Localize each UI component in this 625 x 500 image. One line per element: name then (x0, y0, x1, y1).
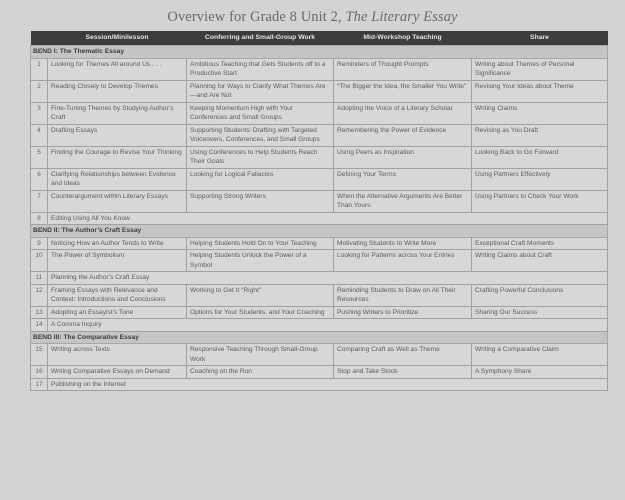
session-cell: Planning the Author’s Craft Essay (48, 272, 608, 285)
session-cell: Finding the Courage to Revise Your Thinking (48, 146, 187, 168)
table-row (31, 366, 608, 379)
conferring-cell: Ambitious Teaching that Gets Students off to a Productive Start (187, 58, 334, 80)
session-cell: Clarifying Relationships between Evidence and Ideas (48, 168, 187, 190)
session-cell: Framing Essays with Relevance and Context: Introductions and Conclusions (48, 284, 187, 306)
mid-cell: Remembering the Power of Evidence (334, 124, 472, 146)
conferring-cell: Keeping Momentum High with Your Conferences and Small Groups (187, 102, 334, 124)
header-mid-workshop: Mid-Workshop Teaching (334, 31, 472, 46)
table-row (31, 190, 608, 212)
session-cell: Drafting Essays (48, 124, 187, 146)
session-cell: Fine-Tuning Themes by Studying Author’s Craft (48, 102, 187, 124)
bend-row (31, 331, 608, 344)
conferring-cell: Helping Students Hold On to Your Teaching (187, 237, 334, 250)
table-row (31, 80, 608, 102)
session-number: 15 (31, 344, 48, 366)
session-cell: Publishing on the Internet (48, 378, 608, 391)
share-cell: Looking Back to Go Forward (472, 146, 608, 168)
session-number: 10 (31, 250, 48, 272)
conferring-cell: Working to Get It “Right” (187, 284, 334, 306)
share-cell: Writing a Comparative Claim (472, 344, 608, 366)
title-italic: The Literary Essay (345, 9, 458, 25)
session-cell: Writing Comparative Essays on Demand (48, 366, 187, 379)
session-number: 11 (31, 272, 48, 285)
session-cell: Looking for Themes All around Us . . . (48, 58, 187, 80)
bend-label: BEND III: The Comparative Essay (31, 331, 608, 344)
share-cell: Sharing Our Success (472, 306, 608, 319)
session-cell: Reading Closely to Develop Themes (48, 80, 187, 102)
session-number: 7 (31, 190, 48, 212)
header-share: Share (472, 31, 608, 46)
table-row (31, 306, 608, 319)
overview-table (30, 31, 608, 391)
conferring-cell: Options for Your Students, and Your Coaching (187, 306, 334, 319)
mid-cell: Reminders of Thought Prompts (334, 58, 472, 80)
mid-cell: Pushing Writers to Prioritize (334, 306, 472, 319)
table-row (31, 168, 608, 190)
mid-cell: “The Bigger the Idea, the Smaller You Write” (334, 80, 472, 102)
session-number: 9 (31, 237, 48, 250)
session-number: 6 (31, 168, 48, 190)
session-number: 17 (31, 378, 48, 391)
session-cell: Writing across Texts (48, 344, 187, 366)
session-number: 1 (31, 58, 48, 80)
mid-cell: Defining Your Terms (334, 168, 472, 190)
session-number: 3 (31, 102, 48, 124)
table-header-row (31, 31, 608, 46)
header-number (31, 31, 48, 46)
conferring-cell: Supporting Students’ Drafting with Targeted Voiceovers, Conferences, and Small Groups (187, 124, 334, 146)
mid-cell: Motivating Students to Write More (334, 237, 472, 250)
session-number: 8 (31, 212, 48, 225)
conferring-cell: Coaching on the Run (187, 366, 334, 379)
mid-cell: Comparing Craft as Well as Theme (334, 344, 472, 366)
table-row (31, 237, 608, 250)
table-row (31, 212, 608, 225)
conferring-cell: Looking for Logical Fallacies (187, 168, 334, 190)
conferring-cell: Planning for Ways to Clarify What Themes Are—and Are Not (187, 80, 334, 102)
header-conferring: Conferring and Small-Group Work (187, 31, 334, 46)
share-cell: A Symphony Share (472, 366, 608, 379)
session-cell: Counterargument within Literary Essays (48, 190, 187, 212)
share-cell: Exceptional Craft Moments (472, 237, 608, 250)
header-session: Session/Minilesson (48, 31, 187, 46)
table-row (31, 344, 608, 366)
mid-cell: Reminding Students to Draw on All Their Resources (334, 284, 472, 306)
table-row (31, 378, 608, 391)
session-cell: Noticing How an Author Tends to Write (48, 237, 187, 250)
bend-row (31, 225, 608, 238)
session-cell: Editing Using All You Know (48, 212, 608, 225)
page-title (0, 9, 625, 26)
mid-cell: Adopting the Voice of a Literary Scholar (334, 102, 472, 124)
table-row (31, 146, 608, 168)
session-number: 16 (31, 366, 48, 379)
share-cell: Revising Your Ideas about Theme (472, 80, 608, 102)
mid-cell: Looking for Patterns across Your Entries (334, 250, 472, 272)
session-cell: The Power of Symbolism (48, 250, 187, 272)
session-number: 4 (31, 124, 48, 146)
conferring-cell: Supporting Strong Writers (187, 190, 334, 212)
table-row (31, 250, 608, 272)
table-row (31, 272, 608, 285)
session-number: 5 (31, 146, 48, 168)
bend-label: BEND I: The Thematic Essay (31, 46, 608, 59)
session-cell: A Comma Inquiry (48, 319, 608, 332)
conferring-cell: Helping Students Unlock the Power of a Symbol (187, 250, 334, 272)
share-cell: Using Partners Effectively (472, 168, 608, 190)
session-cell: Adopting an Essayist’s Tone (48, 306, 187, 319)
share-cell: Writing Claims (472, 102, 608, 124)
table-row (31, 124, 608, 146)
session-number: 12 (31, 284, 48, 306)
share-cell: Crafting Powerful Conclusions (472, 284, 608, 306)
table-row (31, 284, 608, 306)
title-prefix: Overview for Grade 8 Unit 2, (167, 9, 346, 25)
session-number: 14 (31, 319, 48, 332)
mid-cell: Stop and Take Stock (334, 366, 472, 379)
bend-row (31, 46, 608, 59)
share-cell: Revising as You Draft (472, 124, 608, 146)
table-row (31, 58, 608, 80)
bend-label: BEND II: The Author’s Craft Essay (31, 225, 608, 238)
table-row (31, 319, 608, 332)
conferring-cell: Responsive Teaching Through Small-Group Work (187, 344, 334, 366)
session-number: 13 (31, 306, 48, 319)
mid-cell: When the Alternative Arguments Are Better Than Yours (334, 190, 472, 212)
table-row (31, 102, 608, 124)
share-cell: Writing Claims about Craft (472, 250, 608, 272)
share-cell: Writing about Themes of Personal Significance (472, 58, 608, 80)
session-number: 2 (31, 80, 48, 102)
mid-cell: Using Peers as Inspiration (334, 146, 472, 168)
share-cell: Using Partners to Check Your Work (472, 190, 608, 212)
conferring-cell: Using Conferences to Help Students Reach Their Goals (187, 146, 334, 168)
